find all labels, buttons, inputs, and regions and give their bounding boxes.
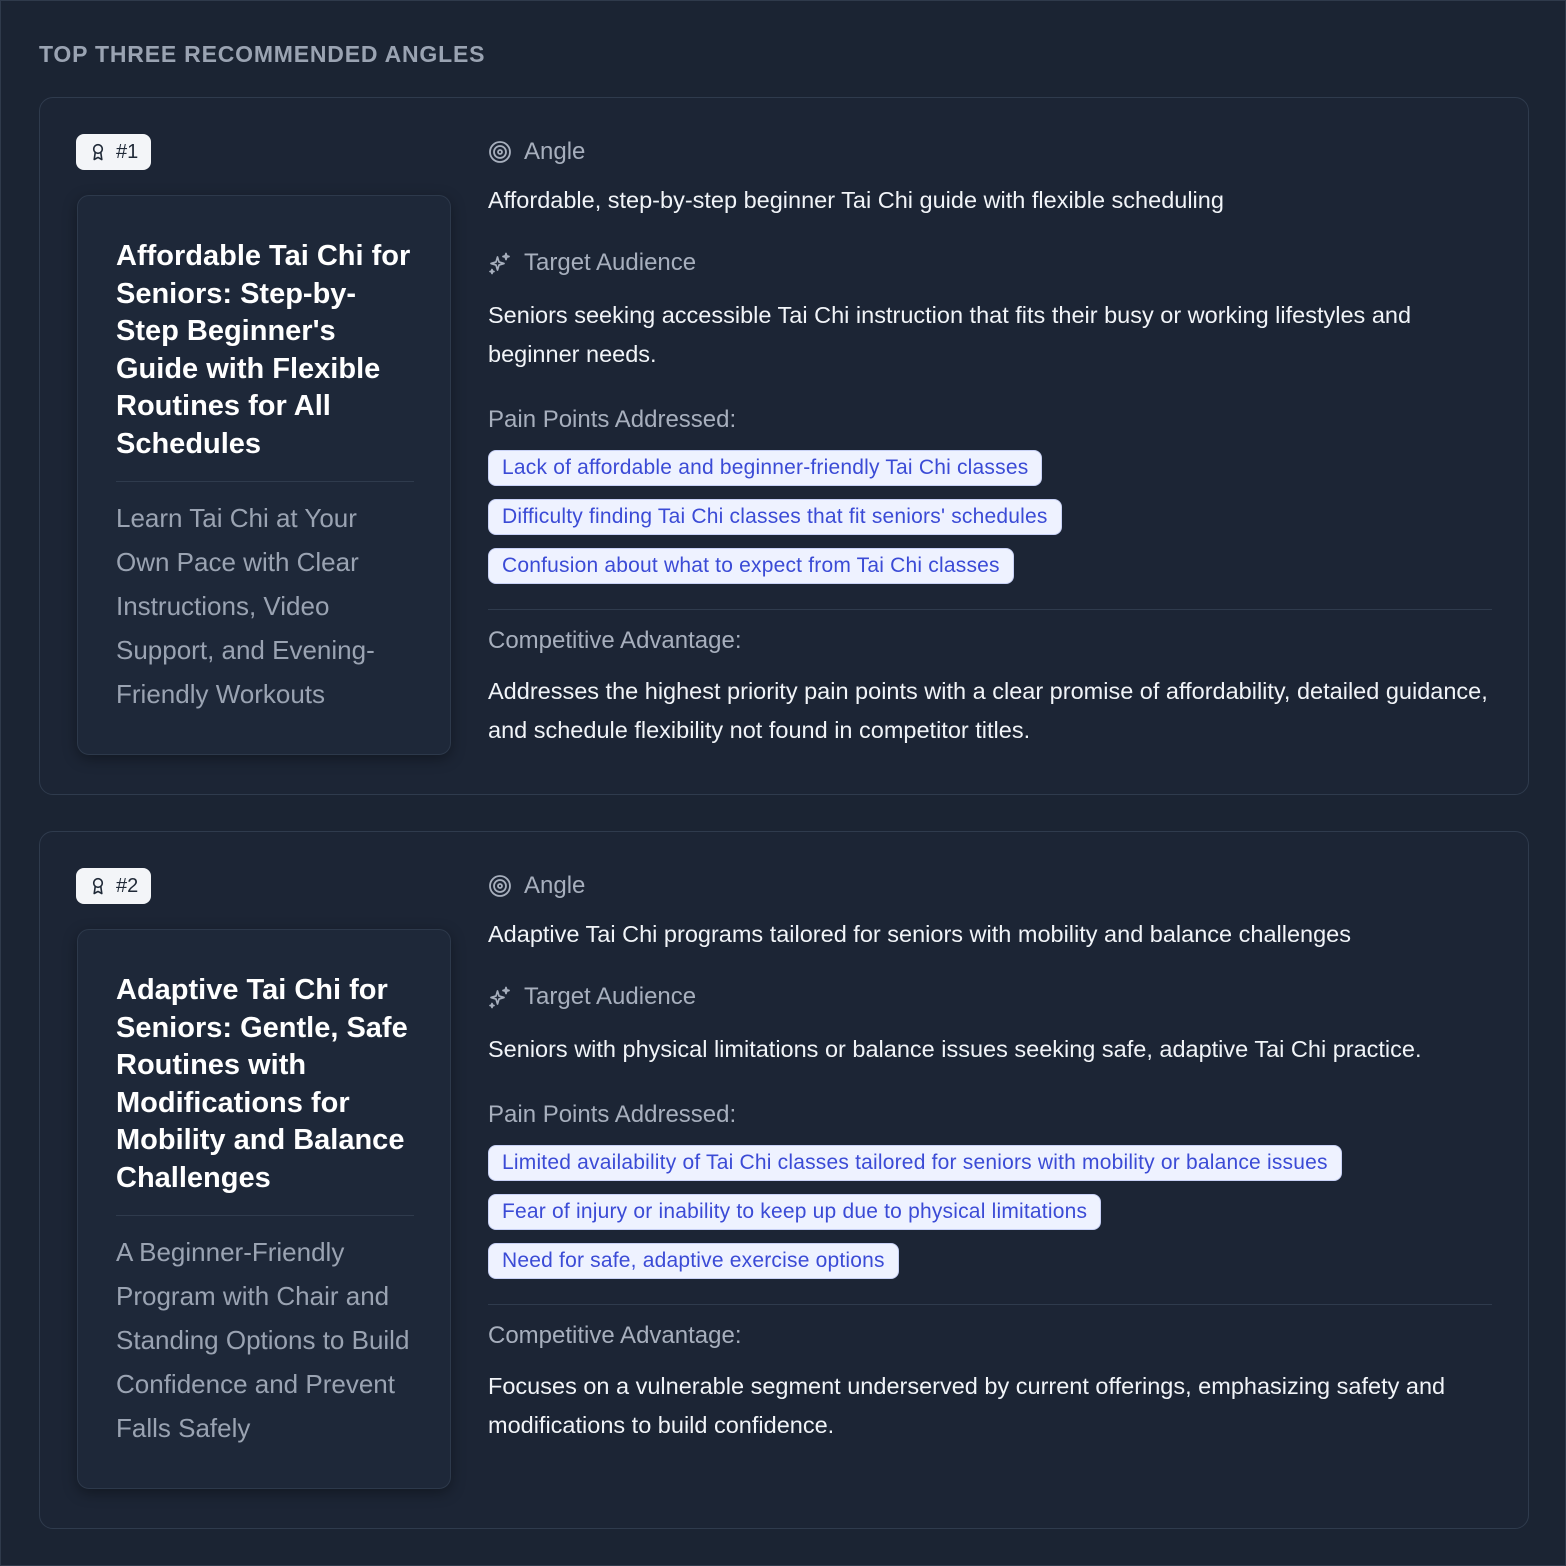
- pain-points-list: [488, 1145, 1492, 1292]
- audience-label: Target Audience: [524, 249, 697, 276]
- audience-text: Seniors with physical limitations or balance issues seeking safe, adaptive Tai Chi practice.: [488, 1036, 1422, 1062]
- angle-label-row: [488, 134, 1492, 170]
- award-icon: [90, 877, 106, 895]
- rank-label: #2: [116, 874, 139, 897]
- audience-text: Seniors seeking accessible Tai Chi instruction that fits their busy or working lifestyles and beginner needs.: [488, 302, 1412, 367]
- title-divider: [116, 481, 414, 482]
- angle-details: [488, 868, 1492, 1445]
- rank-label: #1: [116, 140, 139, 163]
- angle-card-1: [39, 97, 1529, 795]
- advantage-label: Competitive Advantage:: [488, 627, 742, 654]
- advantage-label: Competitive Advantage:: [488, 1322, 742, 1349]
- audience-label: Target Audience: [524, 983, 697, 1010]
- pain-points-label: Pain Points Addressed:: [488, 406, 737, 433]
- pain-point-chip: Lack of affordable and beginner-friendly Tai Chi classes: [488, 450, 1042, 486]
- angle-details: [488, 134, 1492, 750]
- angle-card-2: [39, 831, 1529, 1529]
- section-title: TOP THREE RECOMMENDED ANGLES: [39, 41, 486, 67]
- sparkles-icon: [488, 251, 512, 275]
- pain-point-chip: Fear of injury or inability to keep up due to physical limitations: [488, 1194, 1101, 1230]
- rank-badge: [76, 134, 151, 170]
- target-icon: [488, 140, 512, 164]
- angle-label: Angle: [524, 872, 586, 899]
- title-divider: [116, 1215, 414, 1216]
- target-icon: [488, 874, 512, 898]
- audience-label-row: [488, 245, 1492, 281]
- award-icon: [90, 143, 106, 161]
- angle-label-row: [488, 868, 1492, 904]
- rank-badge: [76, 868, 151, 904]
- angle-text: Adaptive Tai Chi programs tailored for seniors with mobility and balance challenges: [488, 921, 1351, 947]
- pain-point-chip: Need for safe, adaptive exercise options: [488, 1243, 899, 1279]
- pain-point-chip: Limited availability of Tai Chi classes tailored for seniors with mobility or balance issues: [488, 1145, 1342, 1181]
- book-title-card: [77, 929, 451, 1489]
- angle-text: Affordable, step-by-step beginner Tai Chi guide with flexible scheduling: [488, 187, 1224, 213]
- book-title: Affordable Tai Chi for Seniors: Step-by-Step Beginner's Guide with Flexible Routines for All Schedules: [116, 240, 411, 460]
- pain-points-list: [488, 450, 1492, 597]
- angle-label: Angle: [524, 138, 586, 165]
- sparkles-icon: [488, 985, 512, 1009]
- audience-label-row: [488, 979, 1492, 1015]
- pain-point-chip: Confusion about what to expect from Tai Chi classes: [488, 548, 1014, 584]
- section-divider: [488, 1304, 1492, 1305]
- pain-point-chip: Difficulty finding Tai Chi classes that fit seniors' schedules: [488, 499, 1062, 535]
- pain-points-label: Pain Points Addressed:: [488, 1101, 737, 1128]
- book-title-card: [77, 195, 451, 755]
- book-title: Adaptive Tai Chi for Seniors: Gentle, Safe Routines with Modifications for Mobility and Balance Challenges: [116, 974, 408, 1194]
- book-subtitle: Learn Tai Chi at Your Own Pace with Clear Instructions, Video Support, and Evening-Friendly Workouts: [116, 503, 375, 709]
- section-divider: [488, 609, 1492, 610]
- book-subtitle: A Beginner-Friendly Program with Chair and Standing Options to Build Confidence and Prevent Falls Safely: [116, 1237, 410, 1443]
- advantage-text: Focuses on a vulnerable segment underserved by current offerings, emphasizing safety and modifications to build confidence.: [488, 1373, 1446, 1438]
- advantage-text: Addresses the highest priority pain points with a clear promise of affordability, detailed guidance, and schedule flexibility not found in competitor titles.: [488, 678, 1488, 743]
